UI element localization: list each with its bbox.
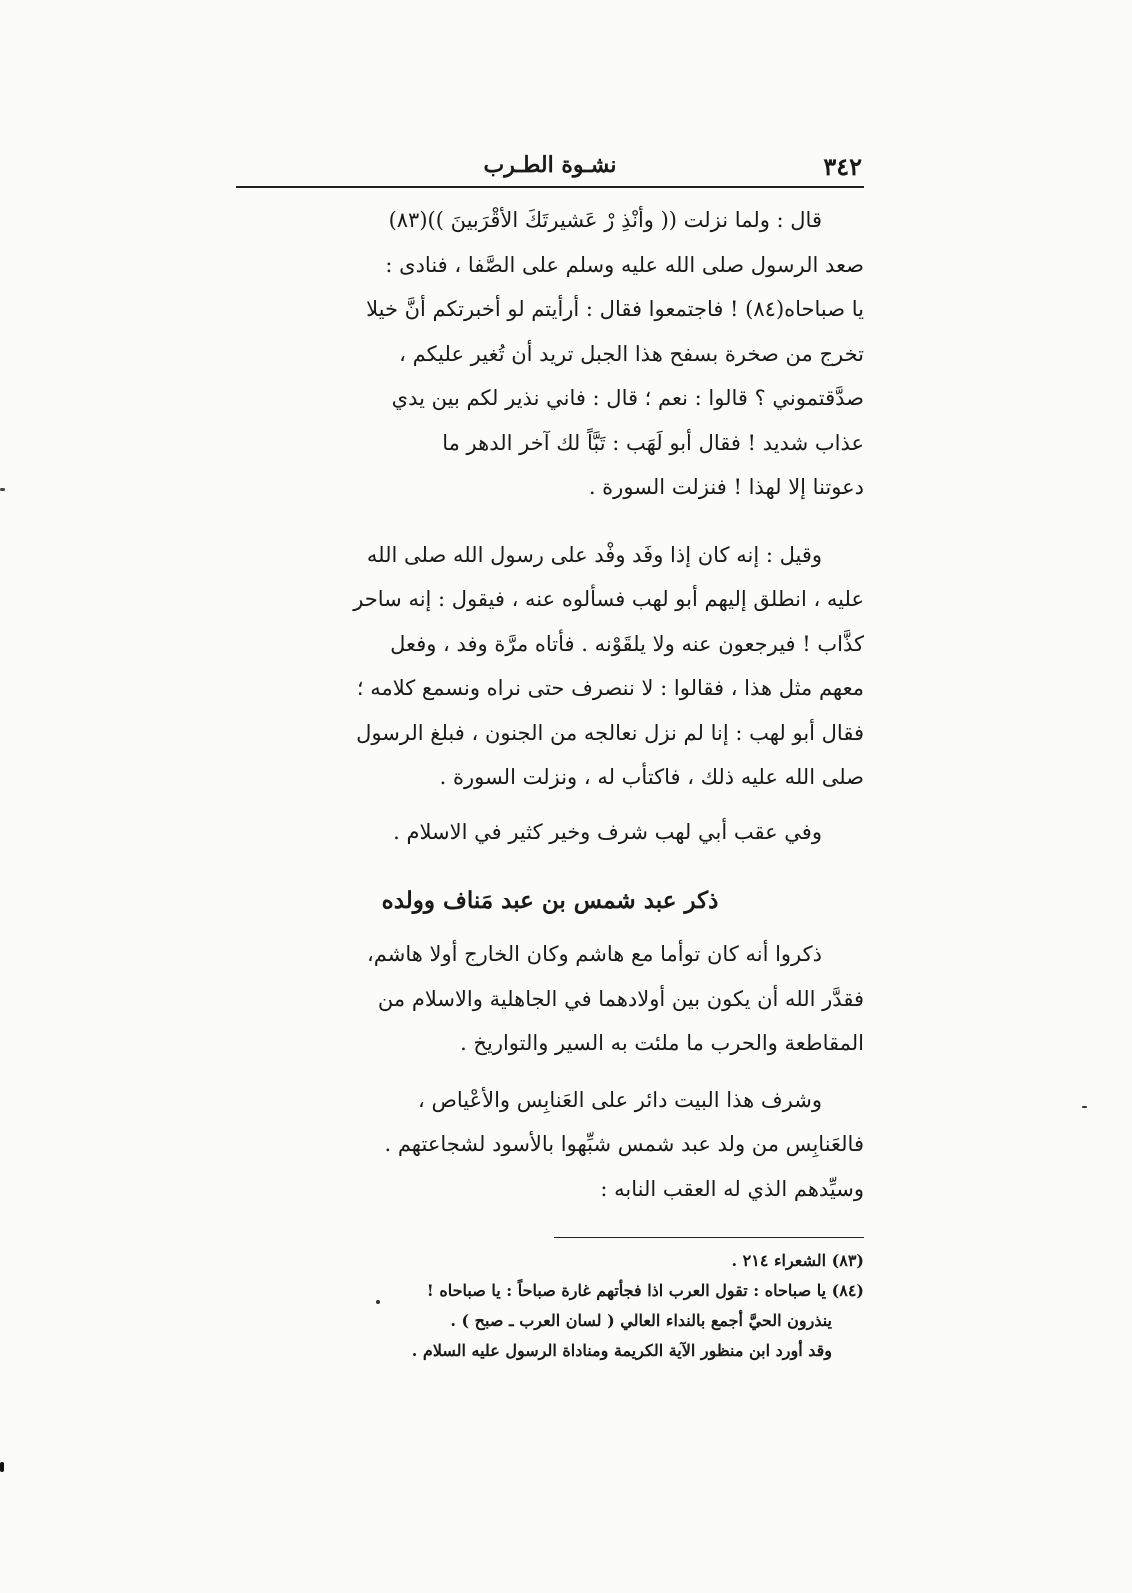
book-page [236, 150, 864, 1366]
scan-speck [1082, 1106, 1087, 1108]
text-line: وقيل : إنه كان إذا وفَد وفْد على رسول الله صلى الله [366, 542, 822, 567]
running-header [236, 150, 864, 188]
text-line: ذكروا أنه كان توأما مع هاشم وكان الخارج أولا هاشم، [366, 942, 822, 966]
text-line: تخرج من صخرة بسفح هذا الجبل تريد أن تُغير عليكم ، [399, 341, 864, 366]
text-line: وفي عقب أبي لهب شرف وخير كثير في الاسلام . [393, 819, 822, 844]
text-line: عذاب شديد ! فقال أبو لَهَب : تَبَّاً لك آخر الدهر ما [442, 430, 864, 455]
footnote-83: (٨٣) الشعراء ٢١٤ . [731, 1251, 864, 1270]
paragraph [236, 1078, 864, 1212]
footnote-84-continued: وقد أورد ابن منظور الآية الكريمة ومناداة الرسول عليه السلام . [411, 1341, 832, 1360]
text-line: عليه ، انطلق إليهم أبو لهب فسألوه عنه ، فيقول : إنه ساحر [353, 587, 864, 611]
paragraph [236, 932, 864, 1066]
text-line: صلى الله عليه ذلك ، فاكتأب له ، ونزلت السورة . [439, 765, 864, 789]
footnote-84-continued: ينذرون الحيَّ أجمع بالنداء العالي ( لسان العرب ـ صبح ) . [450, 1311, 832, 1330]
running-title: نشـوة الطـرب [483, 152, 617, 178]
footnote-84: (٨٤) يا صباحاه : تقول العرب اذا فجأتهم غارة صباحاً : يا صباحاه ! [426, 1281, 864, 1300]
text-line: فقال أبو لهب : إنا لم نزل نعالجه من الجنون ، فبلغ الرسول [356, 720, 864, 745]
section-heading: ذكر عبد شمس بن عبد مَناف وولده [381, 887, 719, 914]
paragraph [236, 533, 864, 800]
paragraph [236, 198, 864, 510]
text-line: يا صباحاه(٨٤) ! فاجتمعوا فقال : أرأيتم لو أخبرتكم أنَّ خيلا [366, 297, 864, 321]
footnotes [236, 1246, 864, 1366]
text-line: كذَّاب ! فيرجعون عنه ولا يلقَوْنه . فأتاه مرَّة وفد ، وفعل [390, 631, 864, 656]
text-line: صدَّقتموني ؟ قالوا : نعم ؛ قال : فاني نذير لكم بين يدي [391, 386, 864, 410]
body-text [236, 198, 864, 1211]
text-line: دعوتنا إلا لهذا ! فنزلت السورة . [588, 475, 864, 499]
text-line: المقاطعة والحرب ما ملئت به السير والتواريخ . [460, 1031, 864, 1055]
scan-speck [0, 1462, 4, 1472]
text-line: وشرف هذا البيت دائر على العَنابِس والأعْياص ، [418, 1087, 822, 1112]
page-number: ٣٤٢ [823, 152, 862, 181]
paragraph [236, 810, 864, 855]
scan-speck [0, 488, 5, 491]
text-line: فالعَنابِس من ولد عبد شمس شبِّهوا بالأسود لشجاعتهم . [384, 1132, 864, 1156]
footnote-divider [554, 1237, 864, 1238]
text-line: قال : ولما نزلت (( وأنْذِ رْ عَشيرتَكَ الأقْرَبينَ ))(٨٣) [388, 208, 822, 232]
text-line: وسيِّدهم الذي له العقب النابه : [600, 1176, 864, 1201]
text-line: فقدَّر الله أن يكون بين أولادهما في الجاهلية والاسلام من [377, 986, 864, 1011]
text-line: معهم مثل هذا ، فقالوا : لا ننصرف حتى نراه ونسمع كلامه ؛ [356, 676, 864, 700]
text-line: صعد الرسول صلى الله عليه وسلم على الصَّفا ، فنادى : [385, 252, 864, 277]
